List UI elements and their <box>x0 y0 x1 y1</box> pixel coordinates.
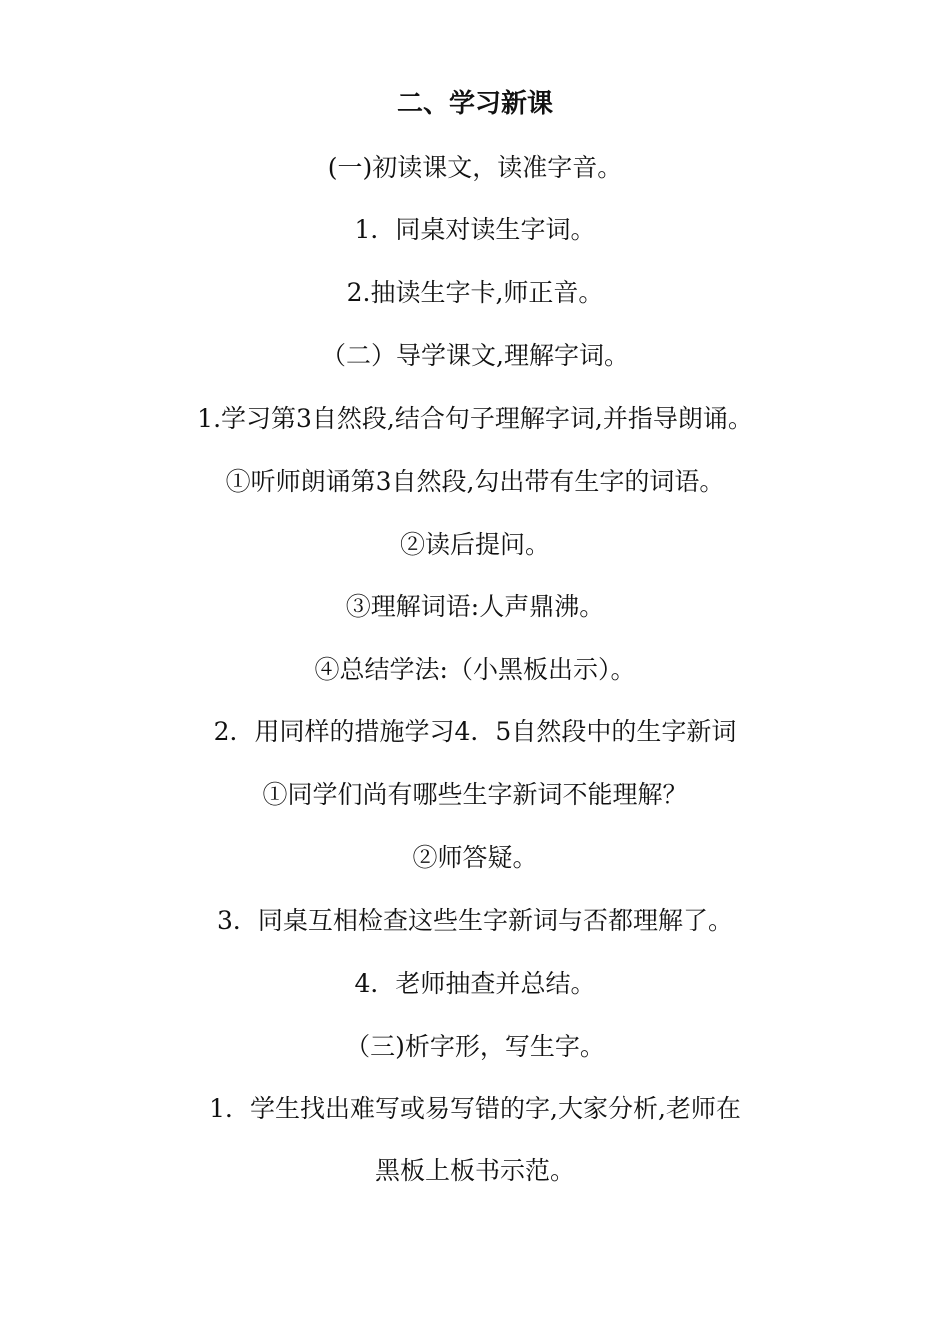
paragraph-line: 4．老师抽查并总结。 <box>354 969 596 998</box>
paragraph-line: 3．同桌互相检查这些生字新词与否都理解了。 <box>217 906 733 935</box>
paragraph-line: ①听师朗诵第3自然段,勾出带有生字的词语。 <box>225 467 725 496</box>
paragraph-line: 黑板上板书示范。 <box>374 1156 575 1185</box>
paragraph-line: ②师答疑。 <box>412 843 538 872</box>
section-heading: 二、学习新课 <box>396 89 553 119</box>
paragraph-line: 1．学生找出难写或易写错的字,大家分析,老师在 <box>209 1094 741 1123</box>
paragraph-line: ③理解词语:人声鼎沸。 <box>345 592 605 621</box>
paragraph-line: 2.抽读生字卡,师正音。 <box>346 278 604 307</box>
paragraph-line: ②读后提问。 <box>399 530 550 559</box>
paragraph-line: 1.学习第3自然段,结合句子理解字词,并指导朗诵。 <box>197 404 753 433</box>
subsection-title-2: （二）导学课文,理解字词。 <box>321 341 629 370</box>
subsection-title-3: （三)析字形，写生字。 <box>345 1032 605 1061</box>
paragraph-line: 1．同桌对读生字词。 <box>354 215 596 244</box>
paragraph-line: 2．用同样的措施学习4．5自然段中的生字新词 <box>213 717 737 746</box>
paragraph-line: ①同学们尚有哪些生字新词不能理解？ <box>262 780 688 809</box>
paragraph-line: ④总结学法:（小黑板出示）。 <box>314 655 636 684</box>
subsection-title-1: (一)初读课文，读准字音。 <box>327 153 623 182</box>
